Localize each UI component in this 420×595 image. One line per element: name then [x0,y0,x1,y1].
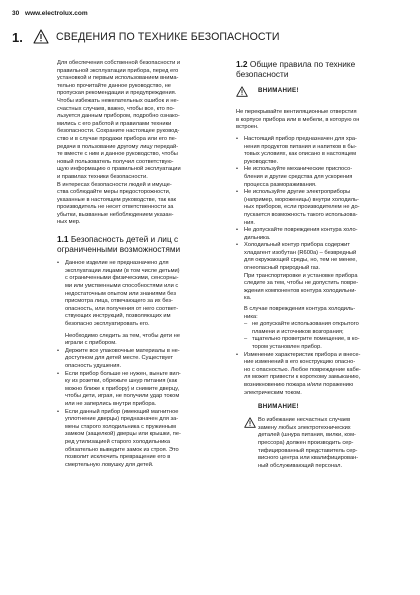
warning-block [236,85,376,99]
text-line: Держите все упаковочные материалы в не- [65,347,180,354]
text-line: замком (защелкой) дверцы или крышки, пе- [65,431,181,438]
subsection-1-1-title: 1.1 Безопасность детей и лиц с ограниченными возможностями [57,234,181,254]
text-line: тельно прочитайте данное руководство, не [57,82,171,89]
text-line: но с опасностью. Любое повреждение кабе- [244,366,361,373]
list-item [236,166,376,189]
text-line: висного центра или квалифицирован- [258,455,359,462]
text-line: ных приборов, если производителем не до- [244,204,360,211]
text-line: В случае повреждения контура холодиль- [244,306,356,313]
text-line: Настоящий прибор предназначен для хра- [244,135,357,142]
text-line: ния. [244,219,255,226]
text-line: Не используйте другие электроприборы [244,189,351,196]
text-line: пропуская рекомендации и предупреждения. [57,90,177,97]
text-line: правильной эксплуатации прибора, перед его [57,67,179,74]
text-line: пускается возможность такого использова- [244,211,358,218]
text-line: тором установлен прибор. [252,344,322,350]
text-line: Необходимо следить за тем, чтобы дети не [65,332,180,339]
text-line: счастных случаев, важно, чтобы все, кто по- [57,105,175,112]
text-line: ных мер. [57,219,81,226]
text-line: указанные в настоящем руководстве, так как [57,196,176,203]
general-safety-list-2 [236,352,376,398]
text-line: ми или умственными способностями или с [65,283,179,290]
site-url: www.electrolux.com [25,10,88,17]
warning-label: ВНИМАНИЕ! [258,403,299,411]
ventilation-paragraph [236,109,376,132]
text-line: Не используйте механические приспосо- [244,166,353,173]
text-line: электрическим током. [244,389,302,396]
text-line: ка. [244,295,252,302]
warning-triangle-icon [236,86,248,97]
list-item [236,189,376,227]
text-line: ствующих инструкций, позволяющих им [65,313,171,320]
text-line: руководстве. [244,158,279,165]
dash-list [244,321,376,351]
text-line: ника: [244,313,258,320]
text-line: При транспортировке и установке прибора [244,272,358,279]
text-line: следите за тем, чтобы не допустить повре- [244,280,359,287]
list-item [236,136,376,166]
text-line: можно ближе к прибору) и снимите дверцу, [65,385,180,392]
text-line: тщательно проветрите помещение, в ко- [252,336,360,343]
intro-paragraph [57,60,205,227]
text-line: ля может привести к короткому замыканию, [244,374,361,381]
text-line: Данное изделие не предназначено для [65,260,169,267]
text-line: те вместе с ним и данное руководство, чтобы [57,151,178,158]
text-line: ред утилизацией старого холодильника [65,438,171,445]
page-number: 30 [12,10,20,17]
text-line: играли с прибором. [65,340,117,347]
section-title: СВЕДЕНИЯ ПО ТЕХНИКЕ БЕЗОПАСНОСТИ [56,31,280,43]
text-line: Изменение характеристик прибора и внесе- [244,351,361,358]
text-line: убытки, вызванные небоблюдением указан- [57,211,174,218]
text-line: опасность, или получения от него соответ- [65,305,179,312]
text-line: щую информацию о правильной эксплуатации [57,166,181,173]
section-title-row [12,28,412,50]
text-line: пламени и источников возгорания; [252,328,344,335]
page-header [12,10,88,17]
text-line: доступном для детей месте. Существует [65,355,173,362]
text-line: эксплуатации лицами (в том числе детьми) [65,267,180,274]
text-line: огнеопасный природный газ. [244,265,320,272]
list-item [57,409,205,470]
text-line: мились с его работой и правилами техники [57,120,172,127]
text-line: (например, мороженицы) внутри холодиль- [244,196,359,203]
text-line: редачи в пользование другому лицу передай- [57,143,179,150]
text-line: новый пользователь получил соответствую- [57,158,174,165]
text-line: ку из розетки, обрежьте шнур питания (как [65,378,178,385]
text-line: В интересах безопасности людей и имуще- [57,181,172,188]
list-item [244,336,376,351]
list-item [244,321,376,336]
text-line: возникновению пожара и/или поражению [244,381,354,388]
text-line: льзуется данным прибором, подробно ознако- [57,113,180,120]
text-line: Если прибор больше не нужен, выньте вил- [65,370,181,377]
text-line: или не заперлись внутри прибора. [65,400,157,407]
text-line: ние изменений в его конструкцию опасно- [244,359,356,366]
text-line: установкой и первым использованием внима- [57,75,179,82]
text-line: встроен. [236,124,259,131]
warning-block [244,403,376,417]
text-line: ство и в случае продажи прибора или его пе- [57,135,177,142]
text-line: не допускайте использования открытого [252,321,359,328]
text-line: производитель не несет ответственности за [57,204,174,211]
text-line: деталей (шнура питания, вилки, ком- [258,432,356,439]
list-item [57,371,205,409]
list-item [57,260,205,328]
list-item [236,352,376,398]
text-line: присмотра лица, отвечающего за их без- [65,298,173,305]
note-paragraph [236,306,376,321]
text-line: ный обслуживающий персонал. [258,462,343,469]
text-line: товых условиях, как описано в настоящем [244,151,357,158]
text-line: недостаточным опытом или знаниями без [65,290,176,297]
left-column [57,60,205,469]
text-line: Чтобы избежать нежелательных ошибок и не- [57,97,179,104]
text-line: замену любых электротехнических [258,424,351,431]
text-line: хладагент изобутан (R600a) – безвредный [244,249,357,256]
text-line: с ограниченными физическими, сенсорны- [65,275,179,282]
text-line: Если данный прибор (имеющий магнитное [65,408,179,415]
text-line: безопасно эксплуатировать его. [65,321,150,327]
text-line: и правилах техники безопасности. [57,173,148,180]
text-line: ства соблюдайте меры предосторожности, [57,189,171,196]
text-line: процесса размораживания. [244,181,317,188]
children-safety-list-2 [57,348,205,470]
text-line: чтобы дети, играя, не получили удар током [65,393,180,400]
list-item [236,227,376,242]
text-line: прессора) должен производить сер- [258,439,354,446]
section-number: 1. [12,30,23,45]
list-item [57,348,205,371]
text-line: уплотнение дверцы) предназначен для за- [65,416,179,423]
general-safety-list [236,136,376,273]
warning-triangle-icon [244,417,256,428]
text-line: Холодильный контур прибора содержит [244,242,350,249]
text-line: Не перекрывайте вентиляционные отверстия [236,109,357,116]
text-line: бления и другие средства для ускорения [244,173,353,180]
right-column [236,60,376,470]
text-line: безопасности. Сохраните настоящее руковод- [57,128,180,135]
text-line: мены старого холодильника с пружинным [65,423,176,430]
text-line: Не допускайте повреждения контура холо- [244,227,358,234]
text-line: нения продуктов питания и напитков в бы- [244,143,357,150]
text-line: обязательно выведите замок из строя. Это [65,446,179,453]
warning-triangle-icon [33,29,49,44]
text-line: дильника. [244,234,271,241]
subsection-1-2-title: 1.2 Общие правила по технике безопасности [236,59,356,79]
list-item [236,242,376,272]
text-line: тифицированный представитель сер- [258,447,358,454]
text-line: Для обеспечения собственной безопасности и [57,60,181,66]
warning-text [244,417,376,470]
text-line: опасность удушения. [65,362,122,369]
text-line: ждения компонентов контура холодильни- [244,287,357,294]
warning-label: ВНИМАНИЕ! [258,87,299,95]
note-paragraph [236,273,376,303]
text-line: для окружающей среды, но, тем не менее, [244,257,357,264]
text-line: Во избежание несчастных случаев [258,417,351,424]
note-paragraph [57,333,205,348]
text-line: смертельную ловушку для детей. [65,461,154,468]
text-line: позволит исключить превращение его в [65,454,171,461]
children-safety-list [57,260,205,328]
text-line: в корпусе прибора или в мебели, в которую он [236,116,360,123]
